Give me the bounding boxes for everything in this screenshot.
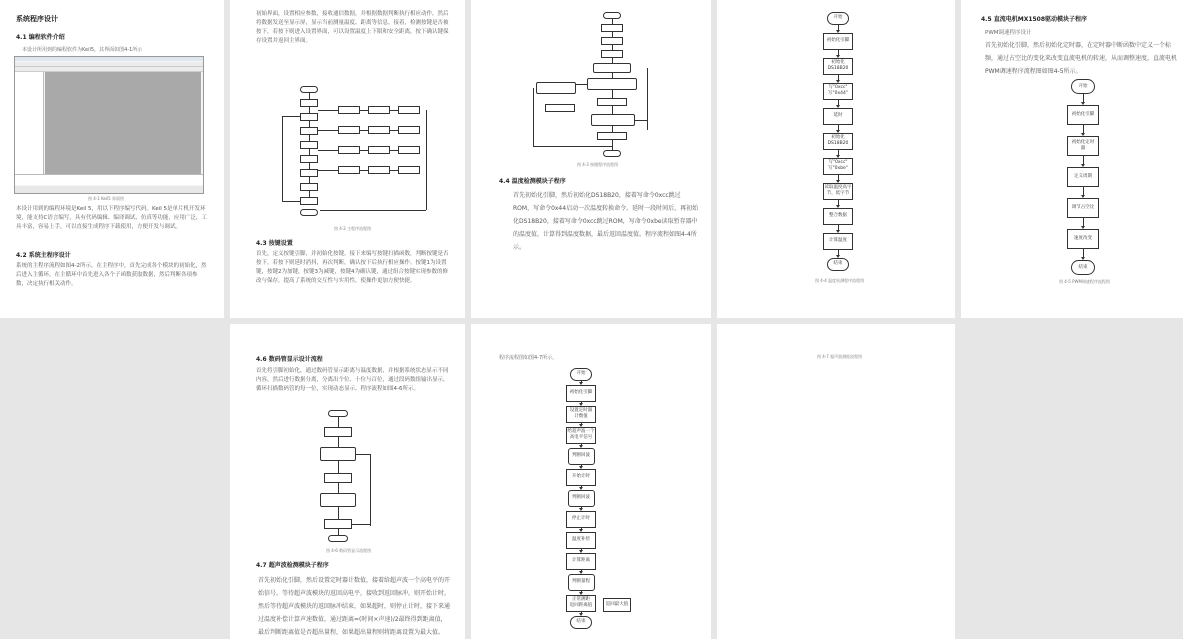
key-flowchart — [531, 12, 651, 158]
fig-4-4-caption: 图 4-4 温度检测程序流程图 — [815, 278, 865, 283]
page-4 — [717, 0, 955, 318]
fig-4-2-caption: 图 4-2 主程序流程图 — [334, 226, 372, 231]
flow-node: 延时 — [823, 108, 853, 125]
flow-node: 计算距离 — [566, 553, 596, 570]
flow-node: 计算温度 — [823, 233, 853, 250]
pwm-subtitle: PWM调速程序设计 — [985, 30, 1032, 36]
flow-node: 设置定时器 计数值 — [566, 406, 596, 423]
section-title: 系统程序设计 — [16, 15, 58, 23]
fig-4-3-caption: 图 4-3 按键程序流程图 — [577, 162, 619, 167]
fig-4-7-caption: 图 4-7 超声波测距流程图 — [817, 354, 863, 359]
para-4-6-body: 首先将引脚初始化，通过数码管显示距离与温度数据，并根据系统状态显示不同内容，然后进行数据分离，分离出个位、十位与百位，通过段码数组输出显示，循环扫描数码管的每一位，实现动态显示。程序流程如图4-6所示。 — [256, 368, 449, 392]
fig-4-5-caption: 图 4-5 PWM调速程序流程图 — [1059, 279, 1110, 284]
flow-side-box: 返回最大值 — [603, 598, 631, 612]
heading-4-5: 4.5 直流电机MX1508驱动模块子程序 — [981, 16, 1088, 23]
flow-node: 给超声波一个 高电平信号 — [566, 427, 596, 444]
flow-node: 速度改变 — [1067, 229, 1099, 249]
flow-node: 初始化 DS18B20 — [823, 58, 853, 75]
main-flowchart — [280, 86, 430, 220]
flow-node: 写"0xcc" 写"0x44" — [823, 83, 853, 100]
para-4-4-body: 首先初始化引脚，然后初始化DS18B20，接着写命令0xcc跳过ROM，写命令0x44启动一次温度转换命令。延时一段时间后，再初始化DS18B20，接着写命令0xcc跳过ROM，写命令0xbe读取暂存器中的温度值，计算得到温度数据，最后返回温度值。程序流程如图4-4所示。 — [513, 192, 699, 251]
flow-node: 调节占空比 — [1067, 198, 1099, 218]
heading-4-2: 4.2 系统主程序设计 — [16, 252, 71, 259]
flow-node: 初始化定时 器 — [1067, 136, 1099, 156]
temperature-flowchart — [717, 0, 955, 290]
flow-node: 结束 — [1071, 260, 1094, 275]
flow-connector — [1083, 125, 1084, 133]
flow-node: 判断回波 — [568, 448, 595, 465]
flow-connector — [1083, 218, 1084, 226]
flow-node: 结束 — [570, 616, 592, 629]
page-3 — [471, 0, 711, 318]
heading-4-7: 4.7 超声波检测模块子程序 — [256, 562, 329, 569]
page-8 — [717, 324, 955, 639]
flow-connector — [1083, 249, 1084, 257]
ultrasonic-flowchart — [471, 324, 711, 639]
flow-node: 开始 — [1071, 79, 1094, 94]
flow-node: 初始化引脚 — [823, 33, 853, 50]
heading-4-6: 4.6 数码管显示设计流程 — [256, 356, 323, 363]
page-7 — [471, 324, 711, 639]
fig-4-6-caption: 图 4-6 数码管显示流程图 — [326, 548, 372, 553]
flow-node: 定义周期 — [1067, 167, 1099, 187]
fig-4-1-caption: 图 4-1 Keil5 界面图 — [88, 196, 124, 201]
flow-node: 初始化 DS18B20 — [823, 133, 853, 150]
flow-connector — [1083, 94, 1084, 102]
para-page7-top: 程序流程图如图4-7所示。 — [499, 355, 558, 361]
para-4-3-body: 首先，定义按键引脚，并初始化按键。接下来编写按键扫描函数，判断按键是否按下，若按下则延时消抖，再次判断，确认按下后执行相应操作。按键1为设置键，按键2为加键，按键3为减键，按键4为确认键，通过组合按键实现参数的修改与保存，提高了系统的交互性与实用性，使操作更加方便快捷。 — [256, 251, 449, 284]
para-4-7-body: 首先初始化引脚，然后设置定时器计数值，接着给超声波一个高电平的开始信号，等待超声波模块的返回高电平，接收到返回脉冲，则开始计时，然后等待超声波模块的返回脉冲结束，如果超时，则停止计时，接下来通过温度补偿计算声速数值，通过距离=(时间×声速)/2最终得到距离值，最后判断距离值是否超出量程，如果超出量程则将距离设置为最大值。 — [258, 577, 451, 636]
flow-connector — [1083, 187, 1084, 195]
flow-node: 开始计时 — [566, 469, 596, 486]
flow-node: 结束 — [827, 258, 849, 271]
para-4-5-body: 首先初始化引脚，然后初始化定时器，在定时器中断函数中定义一个标频，通过占空比的变化来改变直流电机的转速，从而调整速度，直流电机PWM调速程序流程图如图4-5所示。 — [985, 42, 1177, 75]
page-6 — [230, 324, 465, 639]
page-2 — [230, 0, 465, 318]
flow-node: 初始化引脚 — [566, 385, 596, 402]
flow-node: 判断量程 — [568, 574, 595, 591]
heading-4-1: 4.1 编程软件介绍 — [16, 34, 65, 41]
para-4-2-body: 系统的主程序流程如图4-2所示，在主程序中，首先完成各个模块的初始化，然后进入主循环，在主循环中首先进入各个子函数获取数据，然后判断各项参数，决定执行相关动作。 — [16, 263, 207, 287]
flow-node: 整合数据 — [823, 208, 853, 225]
flow-node: 初始化引脚 — [1067, 105, 1099, 125]
flow-node: 温度补偿 — [566, 532, 596, 549]
para-4-1-intro: 本设计所用到的编程软件为Keil5，其界面如图4-1所示 — [22, 47, 143, 53]
flow-node: 停止计时 — [566, 511, 596, 528]
flow-node: 判断回波 — [568, 490, 595, 507]
para-4-1-body: 本设计用到的编程环境是Keil 5，用以下程序编写代码。Keil 5是单片机开发环境，能支持C语言编写，具有代码编辑、编译调试、仿真等功能，应用广泛，工具丰富，容易上手，可以直接生成程序下载使用，方便开发与调试。 — [16, 206, 207, 230]
heading-4-4: 4.4 温度检测模块子程序 — [499, 178, 566, 185]
keil5-screenshot — [14, 56, 204, 194]
para-page2-top: 初始界面，设置相应参数，接收通信数据，并根据数据判断执行相应动作，然后将数据发送至显示屏，显示当前测量温度、距离等信息。接着，检测按键是否被按下，若按下则进入设置界面，可以设置温度上下限和安全距离，按下确认键保存设置并返回主界面。 — [256, 11, 449, 44]
page-1 — [0, 0, 224, 318]
display-flowchart — [320, 410, 380, 544]
flow-node: 正常测距 返回距离值 — [566, 595, 596, 612]
flow-connector — [1083, 156, 1084, 164]
flow-node: 读取温度高字 节，低字节 — [823, 183, 853, 200]
flow-node: 开始 — [827, 12, 849, 25]
flow-node: 开始 — [570, 368, 592, 381]
pwm-flowchart — [961, 0, 1183, 300]
page-5 — [961, 0, 1183, 318]
flow-node: 写"0xcc" 写"0xbe" — [823, 158, 853, 175]
heading-4-3: 4.3 按键设置 — [256, 240, 293, 247]
